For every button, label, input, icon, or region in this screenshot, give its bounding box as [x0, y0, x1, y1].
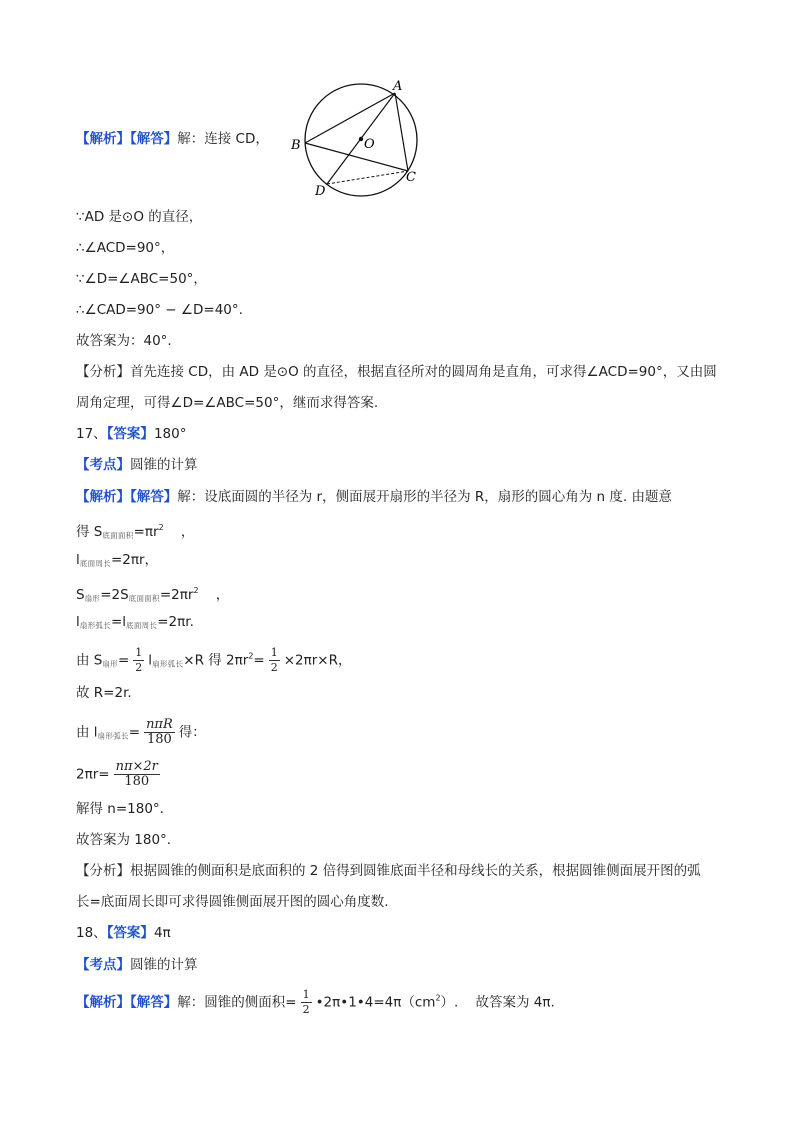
text-line: 故 R=2r. [76, 685, 132, 701]
topic-text: 圆锥的计算 [130, 457, 198, 473]
answer-tag: 【解答】 [130, 131, 178, 147]
fraction: $\frac{1}{2}$ [302, 988, 310, 1016]
analysis-line [76, 362, 717, 382]
answer-tag: 【解答】 [130, 489, 178, 505]
solution-intro-line [76, 129, 269, 149]
segment-cd-dashed [327, 171, 408, 184]
text-line: ∴∠CAD=90° − ∠D=40°. [76, 302, 243, 318]
answer-value: 180° [153, 426, 187, 442]
solution-text: 解：设底面圆的半径为 r，侧面展开扇形的半径为 R，扇形的圆心角为 n 度. 由题意 [177, 489, 672, 505]
answer-tag: 【答案】 [106, 426, 154, 442]
question-17-answer [76, 424, 186, 444]
text-line: 故答案为：40°. [76, 333, 172, 349]
text-line: 周角定理，可得∠D=∠ABC=50°，继而求得答案. [76, 395, 379, 411]
fraction: $\frac{1}{2}$ [270, 646, 278, 674]
label-c: C [406, 170, 416, 185]
fraction: $\frac{n\pi\times 2r}{180}$ [115, 759, 158, 789]
question-18-answer [76, 923, 171, 943]
formula-line: 由 $l_{扇形弧长}=$ $\frac{\text{nπR}}{180}$ 得： [76, 717, 206, 747]
solution-text: 解：连接 CD， [177, 131, 269, 147]
analysis-line [76, 861, 701, 881]
text-line: 故答案为 180°. [76, 832, 172, 848]
center-point [359, 137, 363, 141]
text-line: 解得 n=180°. [76, 801, 164, 817]
formula-line: $S_{扇形}=2S_{底面面积}=2\pi r^2$ ， [76, 586, 230, 603]
analysis-tag: 【解析】 [76, 489, 130, 505]
topic-line [76, 955, 198, 975]
topic-line [76, 455, 198, 475]
answer-tag: 【解答】 [130, 994, 178, 1011]
label-o: O [364, 137, 375, 152]
text-line: 长=底面周长即可求得圆锥侧面展开图的圆心角度数. [76, 894, 389, 910]
segment-ac [395, 93, 408, 171]
analysis-label: 【分析】 [76, 863, 130, 879]
formula-line: 得 $S_{底面面积}=\pi r^2$ ， [76, 523, 195, 540]
question-number: 17、 [76, 426, 107, 442]
text-line: ∵∠D=∠ABC=50°， [76, 271, 207, 287]
text-line: ∵AD 是⊙O 的直径， [76, 209, 203, 225]
topic-tag: 【考点】 [76, 457, 130, 473]
fraction: $\frac{1}{2}$ [135, 646, 143, 674]
circle-geometry-figure [290, 78, 430, 203]
fraction: $\frac{\text{nπR}}{180}$ [146, 717, 173, 747]
label-a: A [393, 79, 403, 94]
analysis-text: 首先连接 CD，由 AD 是⊙O 的直径，根据直径所对的圆周角是直角，可求得∠ACD=90°，又由圆 [130, 364, 717, 380]
label-d: D [315, 184, 326, 199]
answer-value: 4π [153, 925, 171, 941]
answer-tag: 【答案】 [106, 925, 154, 941]
solution-line [76, 487, 672, 507]
label-b: B [291, 138, 301, 153]
formula-line: 由 $S_{扇形}=$ $\frac{1}{2}$ $l_{扇形弧长}\times R$ 得 $2\pi r^2=$ $\frac{1}{2}$ ×2πr×R， [76, 646, 352, 674]
analysis-label: 【分析】 [76, 364, 130, 380]
analysis-tag: 【解析】 [76, 994, 130, 1011]
segment-bc [305, 143, 408, 171]
formula-line: $l_{扇形弧长}=l_{底面周长}=2\pi r$. [76, 614, 194, 630]
solution-line: 【解析】【解答】解：圆锥的侧面积= $\frac{1}{2}$ $•2\pi•1•4=4\pi(cm^2)$. 故答案为 4π. [76, 988, 555, 1016]
segment-ab [305, 93, 395, 143]
formula-line: 2πr= $\frac{n\pi\times 2r}{180}$ [76, 759, 158, 789]
question-number: 18、 [76, 925, 107, 941]
text-line: ∴∠ACD=90°， [76, 240, 175, 256]
topic-tag: 【考点】 [76, 957, 130, 973]
formula-line: $l_{底面周长}=2\pi r$， [76, 552, 159, 568]
topic-text: 圆锥的计算 [130, 957, 198, 973]
analysis-tag: 【解析】 [76, 131, 130, 147]
analysis-text: 根据圆锥的侧面积是底面积的 2 倍得到圆锥底面半径和母线长的关系，根据圆锥侧面展开图的弧 [130, 863, 701, 879]
